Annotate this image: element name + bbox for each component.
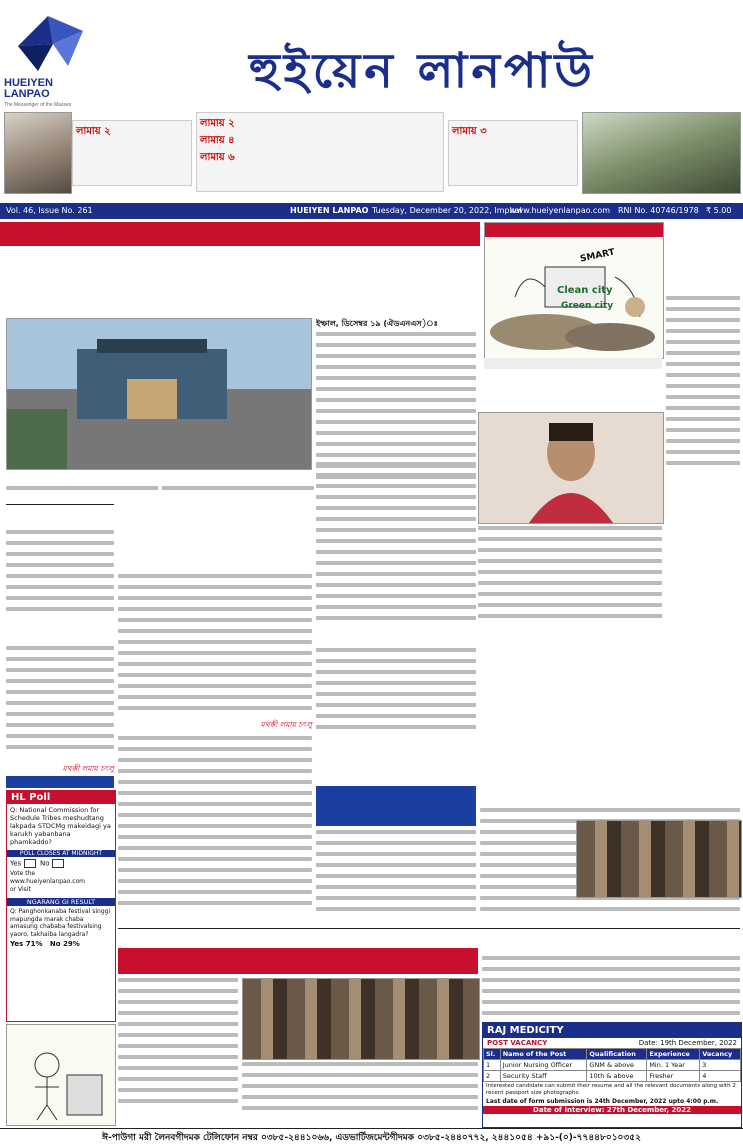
logo-name-2: LANPAO xyxy=(4,88,50,100)
small-story-1-headline[interactable] xyxy=(316,626,476,646)
col-header: Vacancy xyxy=(700,1049,741,1060)
ad-brand: RAJ MEDICITY xyxy=(483,1023,741,1038)
vacancy-table-header xyxy=(484,1049,741,1060)
teaser-page-ref: লামায় ৪ xyxy=(200,135,235,146)
col-header: Sl. xyxy=(484,1049,501,1060)
teaser-story-2[interactable] xyxy=(448,120,578,186)
ad-date: Date: 19th December, 2022 xyxy=(638,1039,737,1047)
small-story-2-body xyxy=(316,830,476,926)
cartoon xyxy=(484,222,664,359)
poll-question: Q: National Commission for Schedule Tribes meshudtang lakpada STDCMg makeidagi ya karukh yabanbana phamkaddo? xyxy=(10,806,111,846)
divider xyxy=(118,928,740,929)
poll-header-strip xyxy=(6,776,114,788)
issue-date: Tuesday, December 20, 2022, Imphal xyxy=(372,206,522,215)
fifa-subheadline xyxy=(316,410,476,458)
teaser-page-ref: লামায় ২ xyxy=(76,126,111,137)
ad-interview-date: Date of Interview: 27th December, 2022 xyxy=(483,1106,741,1114)
bottom-right-headline[interactable] xyxy=(482,932,740,952)
ad-note: Interested candidate can submit their resume and all the relevant documents along with 2 recent passport size photographs. xyxy=(486,1083,736,1096)
bottom-right-body xyxy=(482,956,740,1020)
small-story-1-body xyxy=(316,648,476,740)
logo-wordmark xyxy=(4,78,96,111)
poll-title: HL Poll xyxy=(7,791,115,804)
divider xyxy=(6,504,114,505)
poll-result-title: NGARANG GI RESULT xyxy=(7,898,115,906)
mid-center-body xyxy=(118,736,312,924)
right-story-body xyxy=(666,296,740,496)
table-cell: 4 xyxy=(700,1071,741,1082)
mid-right-headline[interactable] xyxy=(484,744,740,784)
left-col-headline-2[interactable] xyxy=(6,626,114,642)
poll-closes: POLL CLOSES AT MIDNIGHT xyxy=(7,850,115,857)
hl-poll-box xyxy=(6,790,116,1022)
small-cartoon-drawing-icon xyxy=(7,1025,115,1125)
bottom-kicker xyxy=(118,932,478,946)
volume-issue: Vol. 46, Issue No. 261 xyxy=(6,206,93,215)
poll-result-question: Q: Panghonkanaba festival singgi mapungda marak chaba amasung chababa festivalsing yaoro, takhaiba langadra? xyxy=(10,908,111,938)
table-cell: 2 xyxy=(484,1071,501,1082)
bottom-headline[interactable] xyxy=(118,948,478,974)
table-row xyxy=(484,1071,741,1082)
poll-yes-checkbox[interactable] xyxy=(24,859,36,868)
table-cell: Security Staff xyxy=(500,1071,587,1082)
table-cell: Junior Nursing Officer xyxy=(500,1060,587,1071)
center-kicker xyxy=(118,506,312,528)
logo-tagline: The Messenger of the Masses xyxy=(4,102,72,108)
continued-marker[interactable]: মথক্কী লমায় চৎলু xyxy=(62,764,114,773)
ad-title: POST VACANCY xyxy=(487,1039,548,1047)
teaser-page-ref: লামায় ২ xyxy=(200,118,235,129)
bottom-story-body-2 xyxy=(242,1062,478,1124)
left-col-body-1 xyxy=(6,530,114,620)
teaser-story-1[interactable] xyxy=(72,120,192,186)
raj-medicity-ad xyxy=(482,1022,742,1128)
cartoon-caption xyxy=(484,358,662,369)
footer-contact: ঈ-পাউগা মরী লৈনবগীদমক টেলিফোন নম্বর ০৩৮৫-২৪৪১০৬৬, এডভার্টিজমেন্টগীদমক ০৩৮৫-২৪৪০৭৭২, ২৪৪১০৫৪ +৯১-(০)-৭৭৪৪৮০১০৩৫২ xyxy=(0,1128,743,1148)
poll-vote-line-2: or Visit xyxy=(10,886,31,893)
poll-no-checkbox[interactable] xyxy=(52,859,64,868)
col-header: Qualification xyxy=(587,1049,647,1060)
teaser-photo-2 xyxy=(582,112,741,194)
cartoon-drawing-icon xyxy=(485,237,663,358)
col-header: Name of the Post xyxy=(500,1049,587,1060)
poll-no-label: No xyxy=(40,859,50,868)
teaser-page-ref: লামায় ৩ xyxy=(452,126,487,137)
price: ₹ 5.00 xyxy=(706,206,732,215)
main-story-byline: ইম্ফাল, ডিসেম্বর ১৯ (ঐডএনএস)ঃ xyxy=(316,319,438,328)
small-cartoon xyxy=(6,1024,116,1126)
market-photo xyxy=(242,978,480,1060)
main-story-body-col1 xyxy=(6,486,158,502)
small-story-2-box xyxy=(316,786,476,826)
poll-no-result: No 29% xyxy=(49,940,80,948)
protest-photo xyxy=(576,820,742,898)
masthead xyxy=(0,0,743,108)
table-cell: Fresher xyxy=(647,1071,700,1082)
poll-yes-result: Yes 71% xyxy=(10,940,43,948)
fifa-body xyxy=(316,462,476,622)
poll-vote-line: Vote the xyxy=(10,870,36,877)
table-cell: 10th & above xyxy=(587,1071,647,1082)
ad-header-row xyxy=(483,1038,741,1048)
poll-options xyxy=(7,859,115,868)
cartoon-sign-smart: SMART xyxy=(579,247,616,265)
cartoon-label xyxy=(485,223,663,237)
table-cell: 3 xyxy=(700,1060,741,1071)
brand-name: HUEIYEN LANPAO xyxy=(290,206,369,215)
main-photo xyxy=(6,318,312,470)
table-row xyxy=(484,1060,741,1071)
website-url[interactable]: www.hueiyenlanpao.com xyxy=(510,206,611,215)
main-story-body-col1b xyxy=(162,486,314,502)
main-photo-caption xyxy=(6,470,310,482)
poll-vote-info xyxy=(7,868,115,896)
woman-story-body xyxy=(478,526,662,626)
masthead-title-bengali: হুইয়েন লানপাউ xyxy=(249,43,596,99)
poll-result-values xyxy=(7,940,115,948)
table-cell: 1 xyxy=(484,1060,501,1071)
center-headline[interactable] xyxy=(118,528,312,568)
right-story-headline[interactable] xyxy=(666,222,740,292)
main-story-kicker xyxy=(0,222,480,246)
woman-portrait-photo xyxy=(478,412,664,524)
col-header: Experience xyxy=(647,1049,700,1060)
cartoon-sign-green: Green city xyxy=(561,301,614,311)
table-cell: Min. 1 Year xyxy=(647,1060,700,1071)
rni-number: RNI No. 40746/1978 xyxy=(618,206,699,215)
poll-yes-label: Yes xyxy=(10,859,22,868)
small-story-3-headline[interactable] xyxy=(480,786,740,806)
vacancy-table xyxy=(483,1048,741,1082)
center-body xyxy=(118,574,312,720)
teaser-list xyxy=(196,112,444,192)
fifa-headline[interactable] xyxy=(316,370,662,410)
left-col-body-2 xyxy=(6,646,114,764)
poll-website[interactable]: www.hueiyenlanpao.com xyxy=(10,878,86,885)
cartoon-sign-clean: Clean city xyxy=(557,285,613,296)
logo-name-1: HUEIYEN xyxy=(4,77,53,89)
teaser-photo-1 xyxy=(4,112,72,194)
date-bar xyxy=(0,203,743,219)
main-headline[interactable] xyxy=(8,250,478,314)
teaser-strip xyxy=(0,112,743,192)
bottom-story-body xyxy=(118,978,238,1124)
table-cell: GNM & above xyxy=(587,1060,647,1071)
left-col-headline-1[interactable] xyxy=(6,508,114,526)
continued-marker[interactable]: মথক্কী লমায় চৎলু xyxy=(260,720,312,729)
masthead-title-meitei xyxy=(160,6,580,38)
ad-last-date: Last date of form submission is 24th December, 2022 upto 4:00 p.m. xyxy=(486,1098,719,1105)
teaser-page-ref: লামায় ৬ xyxy=(200,152,235,163)
